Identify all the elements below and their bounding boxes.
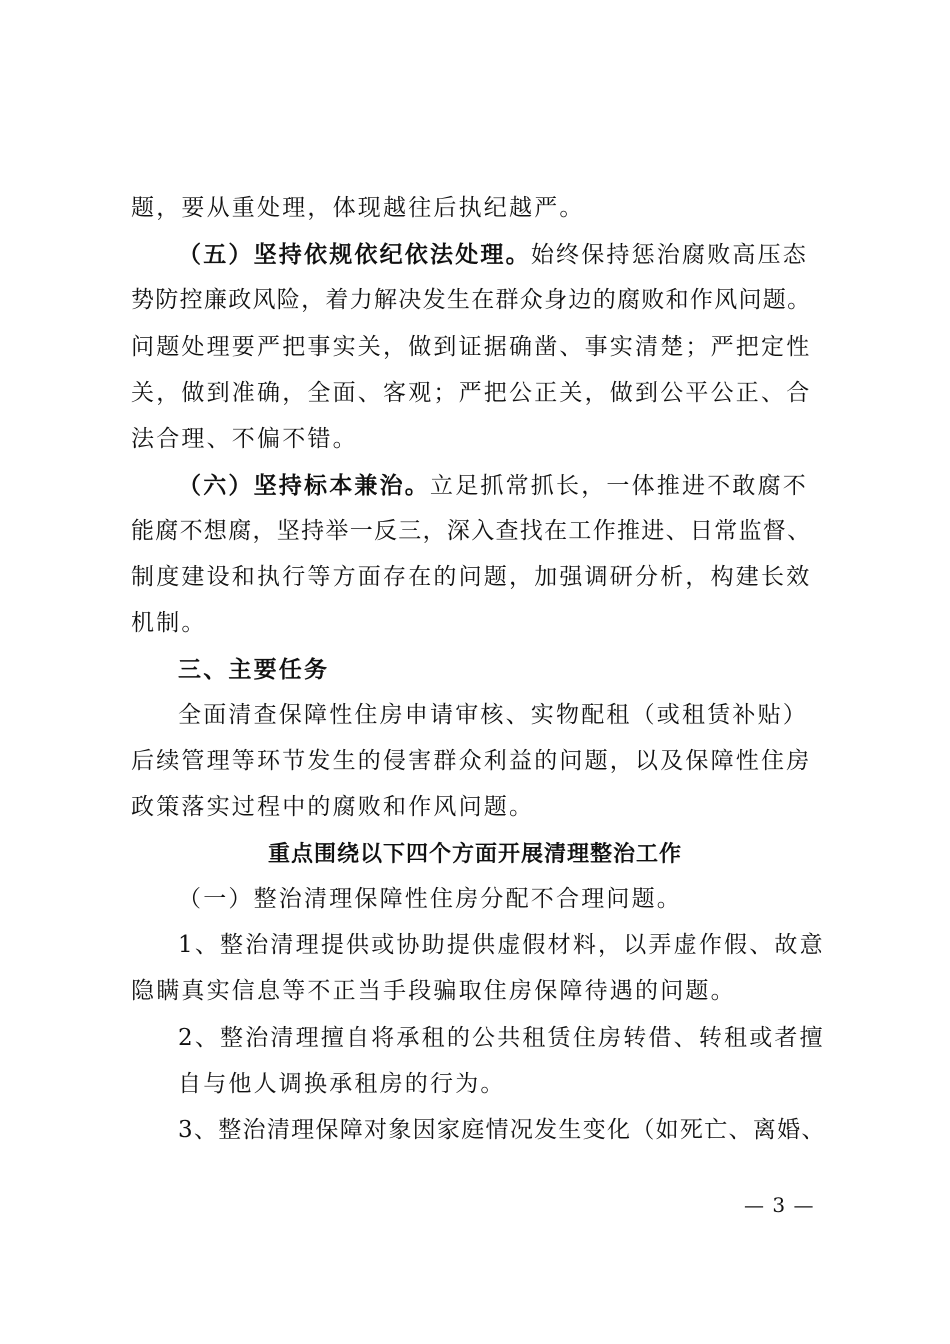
sub-item-one-line-2: 隐瞒真实信息等不正当手段骗取住房保障待遇的问题。 [131, 978, 736, 1004]
sub-item-two-line-1: 2、整治清理擅自将承租的公共租赁住房转借、转租或者擅 [178, 1025, 825, 1051]
sub-item-three-line-1: 3、整治清理保障对象因家庭情况发生变化（如死亡、离婚、 [178, 1117, 826, 1143]
section-three-heading: 三、主要任务 [178, 656, 330, 683]
paragraph-six-line-3: 制度建设和执行等方面存在的问题，加强调研分析，构建长效 [131, 564, 812, 590]
section-three-line-3: 政策落实过程中的腐败和作风问题。 [131, 794, 535, 820]
paragraph-five-line-5: 法合理、不偏不错。 [131, 426, 358, 452]
paragraph-six-line-2: 能腐不想腐，坚持举一反三，深入查找在工作推进、日常监督、 [131, 518, 812, 544]
paragraph-six-line-1-text: 立足抓常抓长，一体推进不敢腐不 [430, 473, 808, 499]
paragraph-five-title: （五）坚持依规依纪依法处理。 [178, 241, 531, 268]
section-three-line-2: 后续管理等环节发生的侵害群众利益的问题，以及保障性住房 [131, 748, 812, 774]
paragraph-five-line-1 [178, 243, 808, 267]
paragraph-six-title: （六）坚持标本兼治。 [178, 472, 430, 499]
paragraph-six-line-4: 机制。 [131, 610, 207, 636]
page-number: — 3 — [744, 1193, 815, 1217]
focus-heading: 重点围绕以下四个方面开展清理整治工作 [267, 841, 682, 867]
paragraph-five-line-1-text: 始终保持惩治腐败高压态 [530, 242, 809, 268]
paragraph-five-line-3: 问题处理要严把事实关，做到证据确凿、事实清楚；严把定性 [131, 334, 812, 360]
paragraph-continuation-line: 题，要从重处理，体现越往后执纪越严。 [131, 195, 585, 221]
paragraph-five-line-2: 势防控廉政风险，着力解决发生在群众身边的腐败和作风问题。 [131, 287, 812, 313]
paragraph-six-line-1 [178, 474, 808, 498]
item-one-heading: （一）整治清理保障性住房分配不合理问题。 [178, 886, 682, 912]
paragraph-five-line-4: 关，做到准确，全面、客观；严把公正关，做到公平公正、合 [131, 380, 812, 406]
sub-item-one-line-1: 1、整治清理提供或协助提供虚假材料，以弄虚作假、故意 [178, 932, 825, 958]
section-three-line-1: 全面清查保障性住房申请审核、实物配租（或租赁补贴） [178, 702, 808, 728]
sub-item-two-line-2: 自与他人调换承租房的行为。 [178, 1071, 506, 1097]
